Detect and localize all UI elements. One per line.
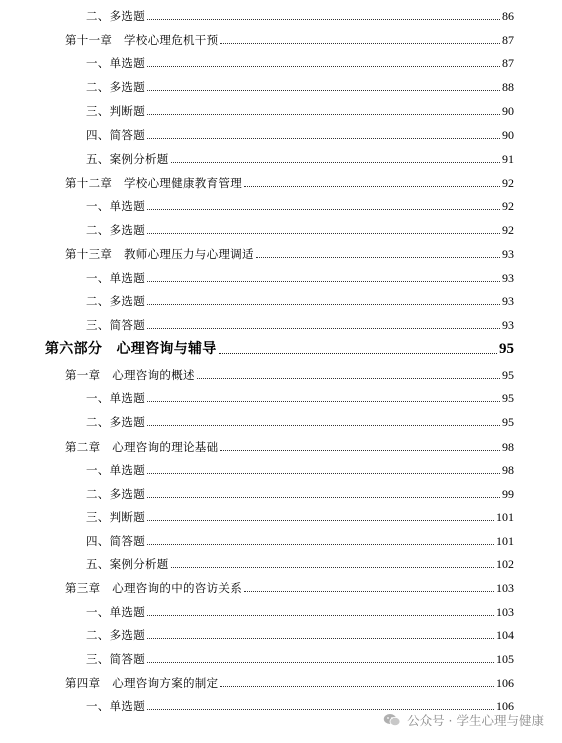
toc-title: 三、简答题: [86, 652, 145, 666]
dot-leader: [147, 401, 500, 402]
toc-title: 二、多选题: [86, 223, 145, 237]
dot-leader: [171, 567, 494, 568]
toc-chapter[interactable]: [65, 368, 514, 382]
toc-page-number: 91: [502, 152, 514, 166]
toc-section[interactable]: [86, 223, 514, 237]
toc-chapter[interactable]: [65, 176, 514, 190]
toc-title: 第三章 心理咨询的中的咨访关系: [65, 581, 242, 595]
toc-page-number: 93: [502, 294, 514, 308]
toc-section[interactable]: [86, 415, 514, 429]
toc-title: 二、多选题: [86, 628, 145, 642]
dot-leader: [147, 138, 500, 139]
dot-leader: [147, 304, 500, 305]
dot-leader: [147, 497, 500, 498]
dot-leader: [147, 615, 494, 616]
toc-title: 三、判断题: [86, 104, 145, 118]
toc-title: 第二章 心理咨询的理论基础: [65, 440, 219, 454]
toc-page-number: 95: [502, 368, 514, 382]
dot-leader: [219, 353, 497, 354]
toc-page-number: 87: [502, 33, 514, 47]
toc-title: 第十二章 学校心理健康教育管理: [65, 176, 242, 190]
toc-title: 五、案例分析题: [86, 152, 169, 166]
toc-title: 四、简答题: [86, 128, 145, 142]
toc-page-number: 87: [502, 56, 514, 70]
toc-page-number: 98: [502, 463, 514, 477]
dot-leader: [147, 709, 494, 710]
toc-page-number: 106: [496, 699, 514, 713]
toc-title: 二、多选题: [86, 415, 145, 429]
dot-leader: [147, 233, 500, 234]
dot-leader: [147, 66, 500, 67]
toc-page-number: 95: [499, 341, 514, 357]
toc-title: 第十三章 教师心理压力与心理调适: [65, 247, 254, 261]
toc-title: 一、单选题: [86, 199, 145, 213]
toc-page-number: 90: [502, 128, 514, 142]
toc-page-number: 90: [502, 104, 514, 118]
toc-chapter[interactable]: [65, 33, 514, 47]
toc-page-number: 99: [502, 487, 514, 501]
toc-section[interactable]: [86, 80, 514, 94]
toc-chapter[interactable]: [65, 581, 514, 595]
toc-section[interactable]: [86, 152, 514, 166]
toc-page-number: 101: [496, 510, 514, 524]
toc-page-number: 102: [496, 557, 514, 571]
dot-leader: [147, 662, 494, 663]
toc-section[interactable]: [86, 463, 514, 477]
toc-section[interactable]: [86, 652, 514, 666]
watermark: [383, 711, 544, 729]
dot-leader: [220, 450, 500, 451]
toc-page-number: 105: [496, 652, 514, 666]
toc-section[interactable]: [86, 391, 514, 405]
dot-leader: [147, 281, 500, 282]
toc-title: 第六部分 心理咨询与辅导: [45, 341, 217, 357]
toc-section[interactable]: [86, 510, 514, 524]
toc-page-number: 93: [502, 247, 514, 261]
toc-section[interactable]: [86, 294, 514, 308]
wechat-icon: [383, 713, 401, 727]
toc-title: 二、多选题: [86, 487, 145, 501]
toc-title: 四、简答题: [86, 534, 145, 548]
dot-leader: [197, 378, 500, 379]
toc-title: 三、判断题: [86, 510, 145, 524]
dot-leader: [256, 257, 500, 258]
toc-chapter[interactable]: [65, 247, 514, 261]
toc-page-number: 88: [502, 80, 514, 94]
dot-leader: [147, 19, 500, 20]
toc-title: 一、单选题: [86, 391, 145, 405]
dot-leader: [147, 473, 500, 474]
toc-title: 一、单选题: [86, 56, 145, 70]
dot-leader: [147, 328, 500, 329]
toc-chapter[interactable]: [65, 676, 514, 690]
toc-part[interactable]: [45, 341, 514, 358]
toc-page-number: 103: [496, 605, 514, 619]
dot-leader: [244, 591, 494, 592]
watermark-text: 公众号 · 学生心理与健康: [407, 713, 544, 728]
toc-section[interactable]: [86, 487, 514, 501]
toc-section[interactable]: [86, 557, 514, 571]
dot-leader: [147, 520, 494, 521]
dot-leader: [220, 43, 500, 44]
toc-page-number: 104: [496, 628, 514, 642]
toc-page-number: 101: [496, 534, 514, 548]
dot-leader: [171, 162, 500, 163]
toc-section[interactable]: [86, 104, 514, 118]
toc-page-number: 103: [496, 581, 514, 595]
toc-page-number: 93: [502, 318, 514, 332]
dot-leader: [147, 114, 500, 115]
toc-title: 二、多选题: [86, 9, 145, 23]
toc-title: 第四章 心理咨询方案的制定: [65, 676, 219, 690]
toc-title: 五、案例分析题: [86, 557, 169, 571]
dot-leader: [147, 90, 500, 91]
toc-title: 二、多选题: [86, 80, 145, 94]
toc-section[interactable]: [86, 9, 514, 23]
toc-section[interactable]: [86, 628, 514, 642]
toc-page-number: 86: [502, 9, 514, 23]
toc-page-number: 95: [502, 391, 514, 405]
dot-leader: [147, 209, 500, 210]
dot-leader: [147, 544, 494, 545]
dot-leader: [244, 186, 500, 187]
toc-page-number: 92: [502, 199, 514, 213]
toc-section[interactable]: [86, 534, 514, 548]
toc-title: 一、单选题: [86, 271, 145, 285]
toc-chapter[interactable]: [65, 440, 514, 454]
toc-page-number: 92: [502, 176, 514, 190]
toc-section[interactable]: [86, 271, 514, 285]
toc-section[interactable]: [86, 128, 514, 142]
toc-title: 三、简答题: [86, 318, 145, 332]
toc-page-number: 106: [496, 676, 514, 690]
toc-title: 第十一章 学校心理危机干预: [65, 33, 219, 47]
toc-title: 第一章 心理咨询的概述: [65, 368, 195, 382]
toc-section[interactable]: [86, 318, 514, 332]
toc-page-number: 93: [502, 271, 514, 285]
dot-leader: [220, 686, 494, 687]
toc-page-number: 98: [502, 440, 514, 454]
toc-page-number: 92: [502, 223, 514, 237]
toc-title: 一、单选题: [86, 605, 145, 619]
toc-section[interactable]: [86, 605, 514, 619]
dot-leader: [147, 638, 494, 639]
toc-section[interactable]: [86, 56, 514, 70]
toc-title: 一、单选题: [86, 699, 145, 713]
toc-title: 二、多选题: [86, 294, 145, 308]
toc-page-number: 95: [502, 415, 514, 429]
dot-leader: [147, 425, 500, 426]
toc-section[interactable]: [86, 199, 514, 213]
toc-title: 一、单选题: [86, 463, 145, 477]
